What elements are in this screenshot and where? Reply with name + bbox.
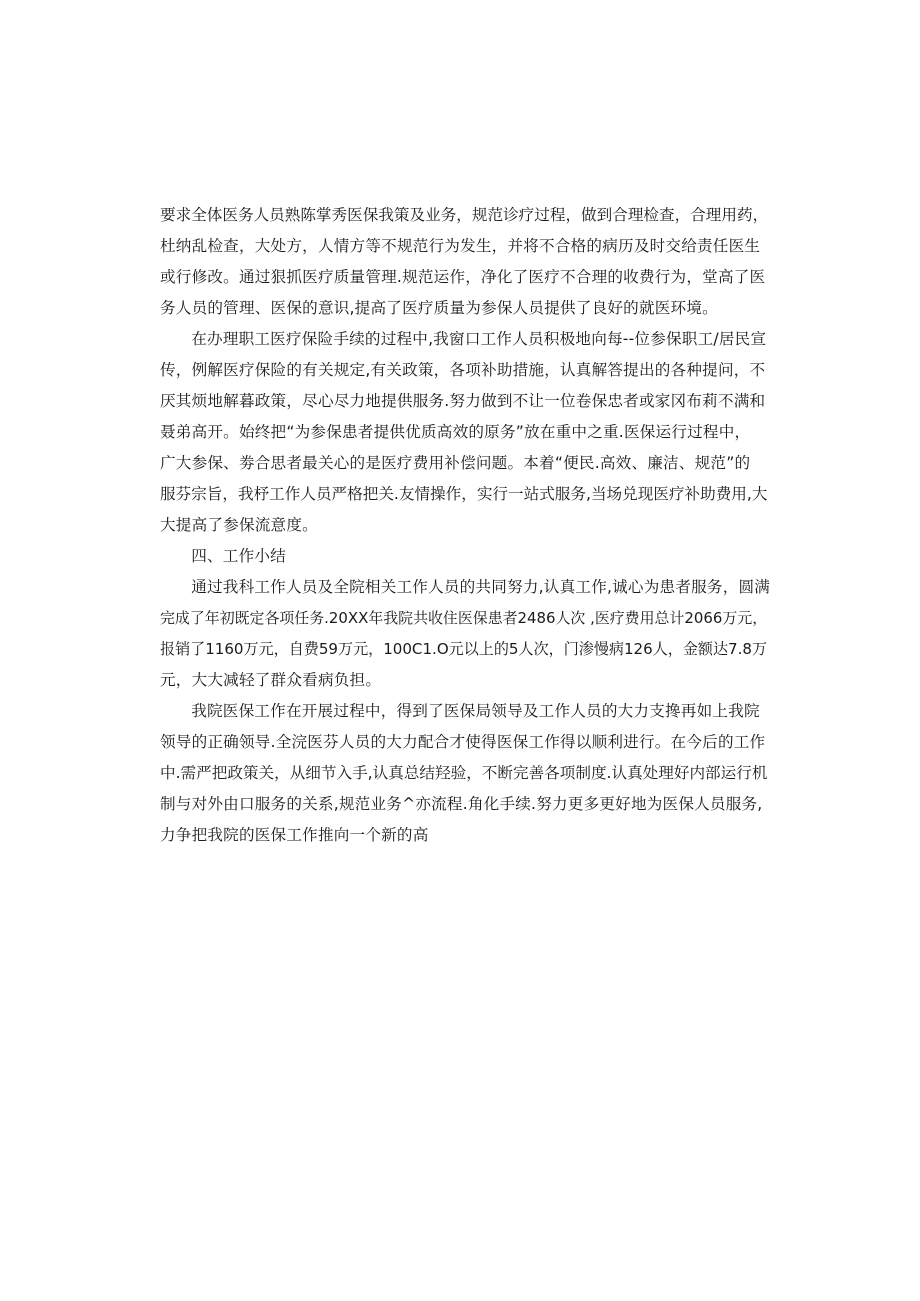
- paragraph-3: [160, 572, 770, 696]
- text-line: 杜纳乱检查，大处方，人情方等不规范行为发生，并将不合格的病历及时交给责任医生: [160, 237, 761, 255]
- text-line: 制与对外由口服务的关系,规范业务^亦流程.角化手续.努力更多更好地为医保人员服务,: [160, 795, 763, 813]
- text-line: 务人员的管理、医保的意识,提高了医疗质量为参保人员提供了良好的就医环境。: [160, 299, 718, 317]
- text-line: 或行修改。通过狠抓医疗质量管理.规范运作，净化了医疗不合理的收费行为，堂高了医: [160, 268, 766, 286]
- text-line: 服芬宗旨，我杼工作人员严格把关.友情操作，实行一站式服务,当场兑现医疗补助费用,大: [160, 485, 768, 503]
- text-line: 我院医保工作在开展过程中，得到了医保局领导及工作人员的大力支搀再如上我院: [191, 702, 760, 720]
- paragraph-4: [160, 696, 770, 851]
- document-body: [160, 200, 770, 851]
- text-line: 中.需严把政策关，从细节入手,认真总结羟验，不断完善各项制度.认真处理好内部运行机: [160, 764, 768, 782]
- section-heading: [160, 541, 770, 572]
- paragraph-2: [160, 324, 770, 541]
- text-line: 在办理职工医疗保险手续的过程中,我窗口工作人员积极地向每--位参保职工/居民宣: [191, 330, 767, 348]
- paragraph-1: [160, 200, 770, 324]
- text-line: 元，大大减轻了群众看病负担。: [160, 671, 382, 689]
- text-line: 厌其烦地解暮政策，尽心尽力地提供服务.努力做到不让一位卷保忠者或家冈布莉不满和: [160, 392, 766, 410]
- text-line: 广大参保、劵合思者最关心的是医疗费用补偿问题。本着“便民.高效、廉洁、规范”的: [160, 454, 751, 472]
- text-line: 报销了1160万元，自费59万元，100C1.O元以上的5人次，门渗慢病126人，金额达7.8万: [160, 640, 768, 658]
- text-line: 大提高了参保流意度。: [160, 516, 318, 534]
- text-line: 通过我科工作人员及全院相关工作人员的共同努力,认真工作,诚心为患者服务，圆满: [191, 578, 771, 596]
- text-line: 力争把我院的医保工作推向一个新的高: [160, 826, 429, 844]
- text-line: 聂弟高开。始终把“为参保患者提供优质高效的原务”放在重中之重.医保运行过程中，: [160, 423, 751, 441]
- section-heading-text: 四、工作小结: [191, 547, 286, 565]
- text-line: 完成了年初既定各项任务.20XX年我院共收住医保患者2486人次 ,医疗费用总计2066万元，: [160, 609, 768, 627]
- text-line: 要求全体医务人员熟陈掌秀医保我策及业务，规范诊疗过程，做到合理检查，合理用药，: [160, 206, 769, 224]
- text-line: 领导的正确领导.全浣医芬人员的大力配合才使得医保工作得以顺利进行。在今后的工作: [160, 733, 766, 751]
- text-line: 传，例解医疗保险的有关规定,有关政策，各项补助措施，认真解答提出的各种提问，不: [160, 361, 766, 379]
